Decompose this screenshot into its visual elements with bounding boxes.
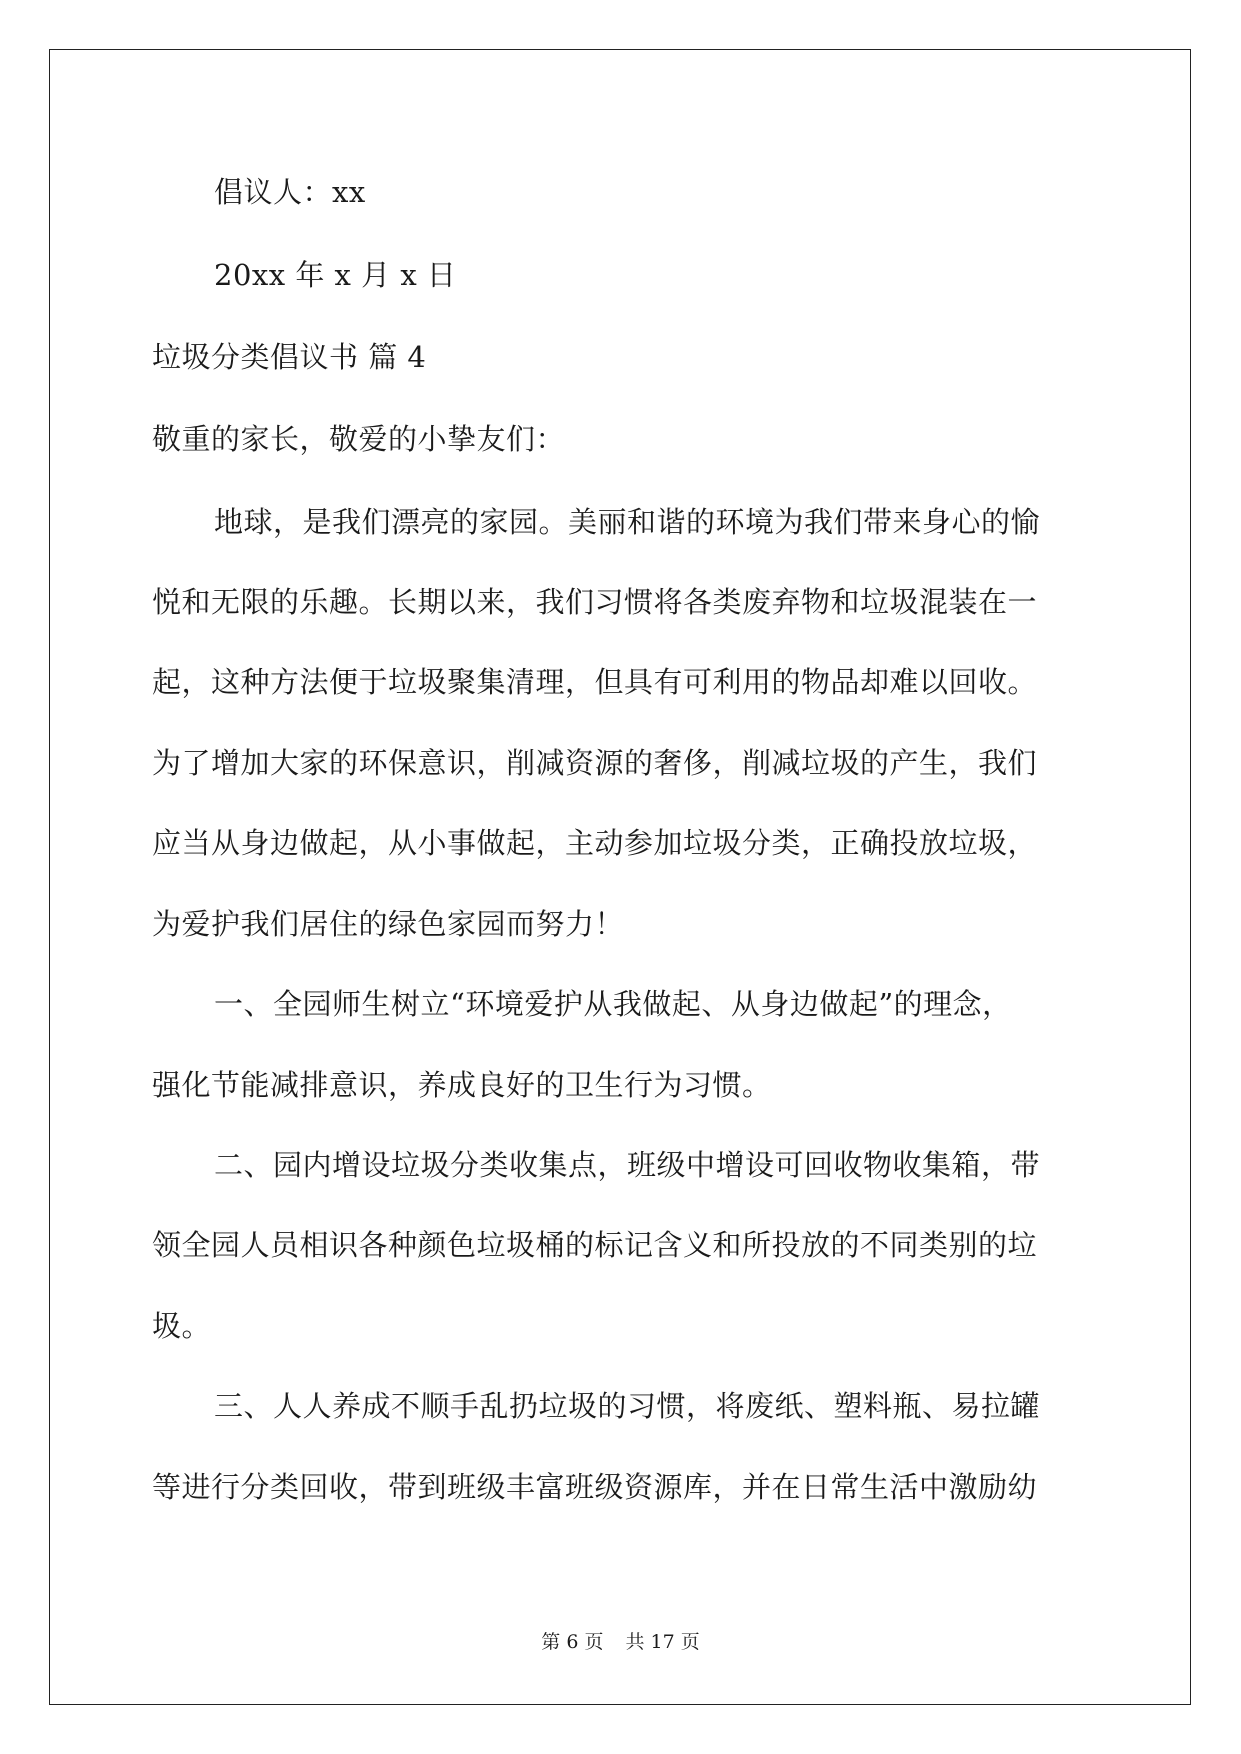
salutation: 敬重的家长，敬爱的小挚友们：: [152, 422, 566, 456]
paragraph-line: 强化节能减排意识，养成良好的卫生行为习惯。: [152, 1068, 772, 1102]
signer-line: 倡议人：xx: [214, 175, 366, 209]
paragraph-line: 一、全园师生树立“环境爱护从我做起、从身边做起”的理念，: [214, 987, 1012, 1021]
paragraph-line: 等进行分类回收，带到班级丰富班级资源库，并在日常生活中激励幼: [152, 1470, 1038, 1504]
paragraph-line: 起，这种方法便于垃圾聚集清理，但具有可利用的物品却难以回收。: [152, 665, 1038, 699]
paragraph-line: 三、人人养成不顺手乱扔垃圾的习惯，将废纸、塑料瓶、易拉罐: [214, 1389, 1041, 1423]
page-footer: [0, 1630, 1241, 1654]
paragraph-line: 二、园内增设垃圾分类收集点，班级中增设可回收物收集箱，带: [214, 1148, 1041, 1182]
paragraph-line: 悦和无限的乐趣。长期以来，我们习惯将各类废弃物和垃圾混装在一: [152, 585, 1038, 619]
paragraph-line: 应当从身边做起，从小事做起，主动参加垃圾分类，正确投放垃圾，: [152, 826, 1038, 860]
paragraph-line: 地球，是我们漂亮的家园。美丽和谐的环境为我们带来身心的愉: [214, 505, 1041, 539]
date-line: 20xx 年 x 月 x 日: [214, 258, 457, 292]
paragraph-line: 为爱护我们居住的绿色家园而努力！: [152, 907, 625, 941]
page-border: [49, 49, 1191, 1705]
paragraph-line: 为了增加大家的环保意识，削减资源的奢侈，削减垃圾的产生，我们: [152, 746, 1038, 780]
section-heading: 垃圾分类倡议书 篇 4: [152, 340, 427, 374]
page-number-current: 第 6 页: [541, 1631, 604, 1653]
page-number-total: 共 17 页: [625, 1631, 700, 1653]
paragraph-line: 圾。: [152, 1309, 212, 1343]
paragraph-line: 领全园人员相识各种颜色垃圾桶的标记含义和所投放的不同类别的垃: [152, 1228, 1038, 1262]
